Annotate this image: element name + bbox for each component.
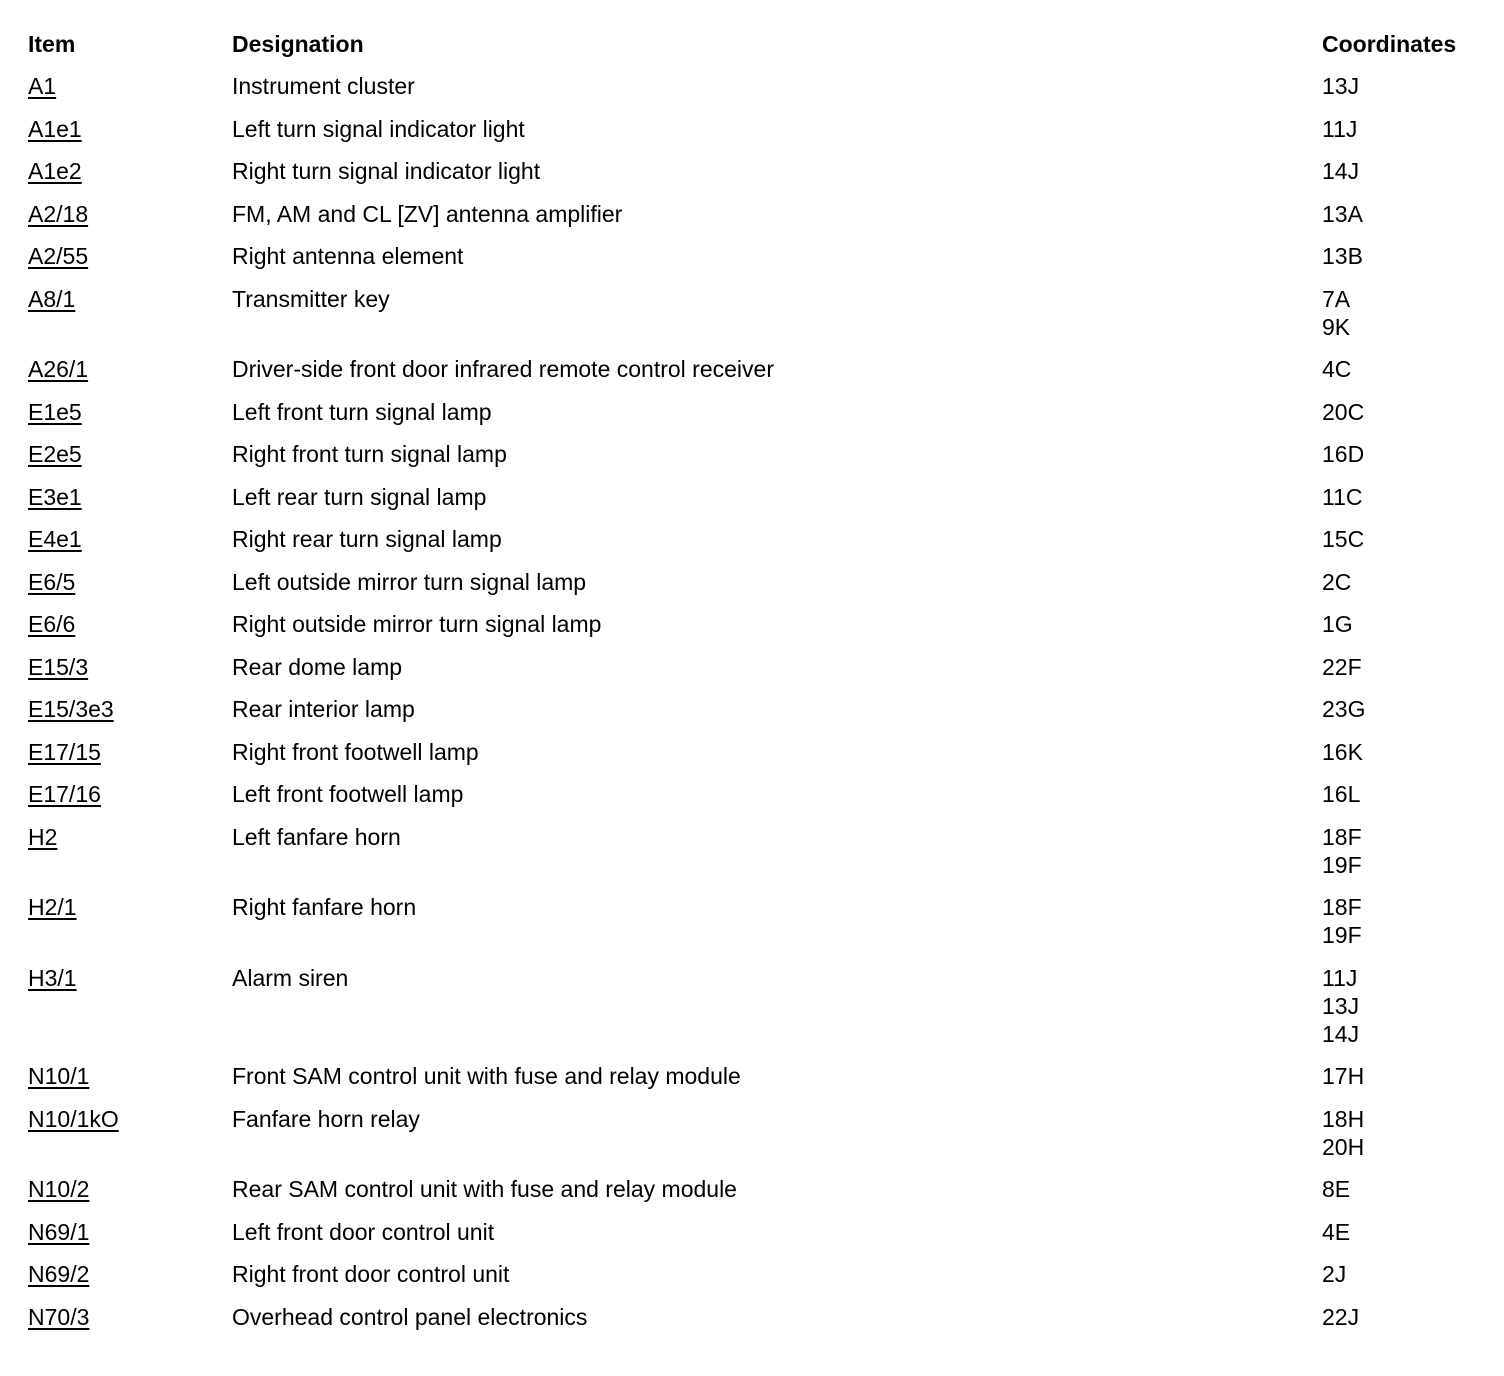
coordinates-cell xyxy=(1322,964,1478,1048)
designation-text: Rear interior lamp xyxy=(232,696,415,722)
coordinate-value: 20C xyxy=(1322,398,1365,425)
item-link[interactable]: A1e2 xyxy=(28,158,82,184)
coordinate-value: 1G xyxy=(1322,611,1353,637)
coordinate-value: 22F xyxy=(1322,653,1362,680)
table-row xyxy=(28,285,1478,356)
coordinate-value: 17H xyxy=(1322,1063,1365,1089)
table-row xyxy=(28,1175,1478,1218)
item-link[interactable]: H2/1 xyxy=(28,894,77,920)
coordinates-cell xyxy=(1322,1260,1478,1288)
coordinate-value: 2J xyxy=(1322,1261,1347,1287)
item-link[interactable]: N10/2 xyxy=(28,1176,90,1202)
designation-text: Right outside mirror turn signal lamp xyxy=(232,611,602,637)
designation-text: Right antenna element xyxy=(232,243,464,269)
item-link[interactable]: E1e5 xyxy=(28,398,82,425)
item-link[interactable]: N10/1 xyxy=(28,1063,90,1089)
table-row xyxy=(28,157,1478,200)
table-row xyxy=(28,200,1478,243)
item-link[interactable]: E2e5 xyxy=(28,441,82,467)
coordinate-value: 18F xyxy=(1322,823,1362,850)
item-link[interactable]: E6/5 xyxy=(28,568,76,595)
item-link[interactable]: E6/6 xyxy=(28,611,76,637)
table-row xyxy=(28,695,1478,738)
table-row xyxy=(28,440,1478,483)
coordinate-value: 18F xyxy=(1322,894,1362,920)
designation-text: Right front turn signal lamp xyxy=(232,441,507,467)
designation-text: Right turn signal indicator light xyxy=(232,158,541,184)
component-legend-table xyxy=(28,30,1478,1345)
table-row xyxy=(28,242,1478,285)
coordinate-value: 19F xyxy=(1322,922,1362,948)
header-coordinates: Coordinates xyxy=(1322,31,1457,57)
item-link[interactable]: E17/16 xyxy=(28,781,101,807)
coordinates-cell xyxy=(1322,200,1478,228)
coordinate-value: 20H xyxy=(1322,1133,1365,1160)
coordinate-value: 4E xyxy=(1322,1218,1351,1245)
coordinate-value: 13B xyxy=(1322,243,1363,269)
table-row xyxy=(28,525,1478,568)
coordinate-value: 16D xyxy=(1322,441,1365,467)
coordinates-cell xyxy=(1322,1218,1478,1246)
item-link[interactable]: E4e1 xyxy=(28,526,82,552)
coordinate-value: 9K xyxy=(1322,313,1351,340)
item-link[interactable]: A1 xyxy=(28,73,57,99)
designation-text: Driver-side front door infrared remote control receiver xyxy=(232,356,774,382)
coordinates-cell xyxy=(1322,157,1478,185)
header-item: Item xyxy=(28,31,76,57)
coordinates-cell xyxy=(1322,893,1478,949)
coordinate-value: 13J xyxy=(1322,73,1360,99)
coordinates-cell xyxy=(1322,780,1478,808)
table-row xyxy=(28,355,1478,398)
designation-text: Transmitter key xyxy=(232,285,390,312)
item-link[interactable]: N70/3 xyxy=(28,1303,90,1330)
table-row xyxy=(28,568,1478,611)
table-row xyxy=(28,1218,1478,1261)
coordinate-value: 13A xyxy=(1322,200,1363,227)
designation-text: Overhead control panel electronics xyxy=(232,1303,588,1330)
table-row xyxy=(28,1303,1478,1346)
coordinates-cell xyxy=(1322,72,1478,100)
item-link[interactable]: E3e1 xyxy=(28,483,82,510)
coordinate-value: 22J xyxy=(1322,1303,1360,1330)
header-designation: Designation xyxy=(232,31,364,57)
designation-text: Left turn signal indicator light xyxy=(232,115,525,142)
coordinate-value: 11J xyxy=(1322,964,1358,991)
coordinates-cell xyxy=(1322,568,1478,596)
coordinates-cell xyxy=(1322,695,1478,723)
coordinate-value: 23G xyxy=(1322,696,1366,722)
designation-text: Right fanfare horn xyxy=(232,894,417,920)
table-row xyxy=(28,398,1478,441)
item-link[interactable]: H2 xyxy=(28,823,58,850)
coordinate-value: 14J xyxy=(1322,1020,1360,1047)
table-row xyxy=(28,610,1478,653)
coordinates-cell xyxy=(1322,1105,1478,1161)
coordinates-cell xyxy=(1322,1303,1478,1331)
designation-text: Left fanfare horn xyxy=(232,823,401,850)
table-row xyxy=(28,1062,1478,1105)
item-link[interactable]: A2/18 xyxy=(28,200,89,227)
coordinates-cell xyxy=(1322,1062,1478,1090)
coordinates-cell xyxy=(1322,355,1478,383)
item-link[interactable]: E15/3e3 xyxy=(28,696,114,722)
designation-text: Alarm siren xyxy=(232,964,349,991)
coordinate-value: 16K xyxy=(1322,738,1363,765)
coordinates-cell xyxy=(1322,1175,1478,1203)
table-header xyxy=(28,30,1478,72)
table-row xyxy=(28,115,1478,158)
designation-text: Left rear turn signal lamp xyxy=(232,483,487,510)
designation-text: FM, AM and CL [ZV] antenna amplifier xyxy=(232,200,623,227)
table-row xyxy=(28,780,1478,823)
coordinate-value: 8E xyxy=(1322,1176,1351,1202)
coordinate-value: 16L xyxy=(1322,781,1361,807)
table-row xyxy=(28,964,1478,1063)
table-row xyxy=(28,738,1478,781)
coordinate-value: 15C xyxy=(1322,526,1365,552)
item-link[interactable]: E17/15 xyxy=(28,738,101,765)
designation-text: Left front door control unit xyxy=(232,1218,495,1245)
item-link[interactable]: N69/2 xyxy=(28,1261,90,1287)
designation-text: Rear SAM control unit with fuse and relay module xyxy=(232,1176,737,1202)
item-link[interactable]: A8/1 xyxy=(28,285,76,312)
coordinate-value: 11J xyxy=(1322,115,1358,142)
item-link[interactable]: N10/1kO xyxy=(28,1105,119,1132)
designation-text: Left front footwell lamp xyxy=(232,781,464,807)
item-link[interactable]: H3/1 xyxy=(28,964,77,991)
designation-text: Right front footwell lamp xyxy=(232,738,479,765)
coordinates-cell xyxy=(1322,115,1478,143)
table-row xyxy=(28,1260,1478,1303)
coordinates-cell xyxy=(1322,440,1478,468)
table-row xyxy=(28,483,1478,526)
coordinate-value: 18H xyxy=(1322,1105,1365,1132)
coordinate-value: 7A xyxy=(1322,285,1351,312)
coordinates-cell xyxy=(1322,653,1478,681)
coordinates-cell xyxy=(1322,483,1478,511)
coordinate-value: 13J xyxy=(1322,992,1360,1019)
designation-text: Instrument cluster xyxy=(232,73,415,99)
item-link[interactable]: A2/55 xyxy=(28,243,89,269)
coordinate-value: 14J xyxy=(1322,158,1360,184)
coordinates-cell xyxy=(1322,610,1478,638)
table-body xyxy=(28,72,1478,1345)
coordinates-cell xyxy=(1322,398,1478,426)
coordinates-cell xyxy=(1322,738,1478,766)
coordinates-cell xyxy=(1322,242,1478,270)
designation-text: Left front turn signal lamp xyxy=(232,398,492,425)
table-row xyxy=(28,653,1478,696)
designation-text: Fanfare horn relay xyxy=(232,1105,420,1132)
table-row xyxy=(28,72,1478,115)
coordinates-cell xyxy=(1322,525,1478,553)
item-link[interactable]: A26/1 xyxy=(28,356,89,382)
coordinate-value: 11C xyxy=(1322,483,1363,510)
table-row xyxy=(28,1105,1478,1176)
coordinates-cell xyxy=(1322,285,1478,341)
coordinate-value: 4C xyxy=(1322,356,1352,382)
designation-text: Front SAM control unit with fuse and relay module xyxy=(232,1063,741,1089)
item-link[interactable]: N69/1 xyxy=(28,1218,90,1245)
coordinate-value: 19F xyxy=(1322,851,1362,878)
designation-text: Right rear turn signal lamp xyxy=(232,526,502,552)
designation-text: Rear dome lamp xyxy=(232,653,403,680)
table-row xyxy=(28,893,1478,964)
table-row xyxy=(28,823,1478,894)
item-link[interactable]: E15/3 xyxy=(28,653,89,680)
designation-text: Right front door control unit xyxy=(232,1261,510,1287)
item-link[interactable]: A1e1 xyxy=(28,115,82,142)
coordinate-value: 2C xyxy=(1322,568,1352,595)
coordinates-cell xyxy=(1322,823,1478,879)
designation-text: Left outside mirror turn signal lamp xyxy=(232,568,587,595)
